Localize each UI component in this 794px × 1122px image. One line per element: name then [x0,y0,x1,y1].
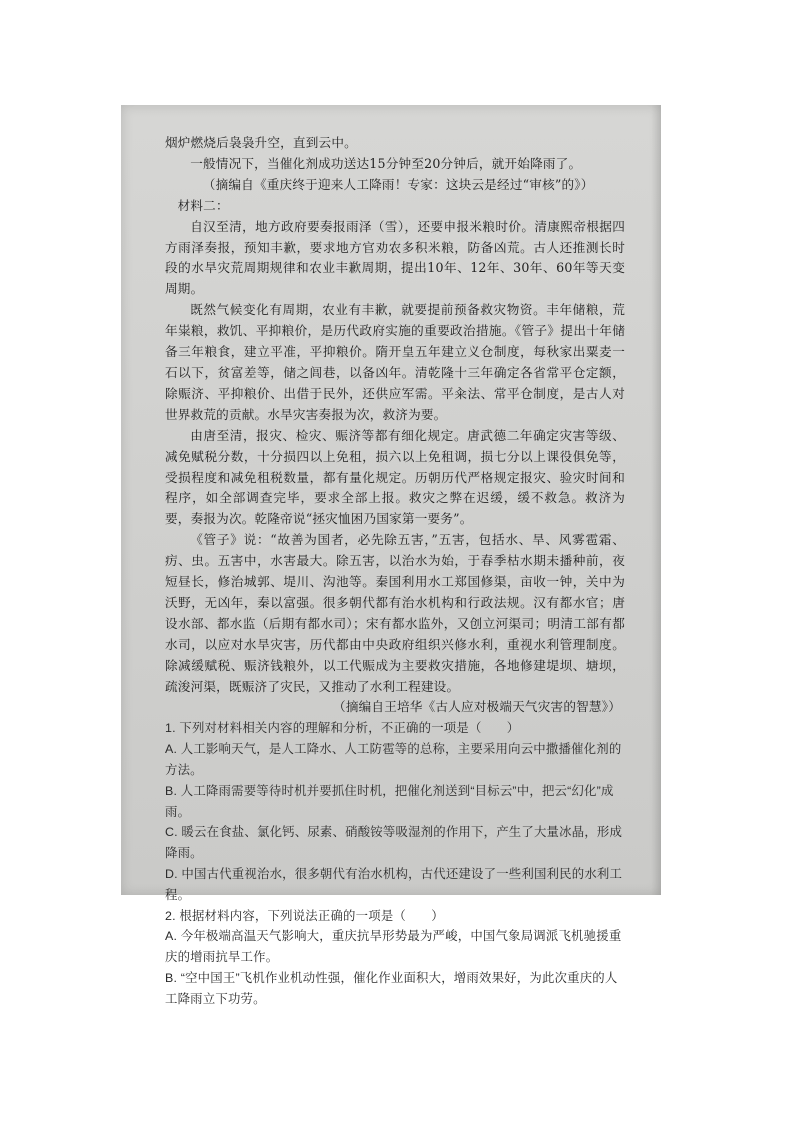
option: B. 人工降雨需要等待时机并要抓住时机，把催化剂送到“目标云”中，把云“幻化”成雨。 [165,783,614,819]
document-photo [121,105,661,1006]
question: 1. 下列对材料相关内容的理解和分析，不正确的一项是（ ） [165,721,520,736]
option: A. 今年极端高温天气影响大，重庆抗旱形势最为严峻，中国气象局调派飞机驰援重庆的增雨抗旱工作。 [165,929,622,965]
photo-edge-shadow [651,105,661,895]
document-text [165,133,625,1010]
paragraph: 自汉至清，地方政府要奏报雨泽（雪），还要申报米粮时价。清康熙帝根据四方雨泽奏报，预知丰歉，要求地方官劝农多积米粮，防备凶荒。古人还推测长时段的水旱灾荒周期规律和农业丰歉周期，提出10年、12年、30年、60年等天变周期。 [165,218,625,297]
section-heading: 材料二： [177,197,229,213]
paragraph: 既然气候变化有周期，农业有丰歉，就要提前预备救灾物资。丰年储粮，荒年粜粮，救饥、平抑粮价，是历代政府实施的重要政治措施。《管子》提出十年储备三年粮食，建立平准，平抑粮价。隋开皇五年建立义仓制度，每秋家出粟麦一石以下，贫富差等，储之闾巷，以备凶年。清乾隆十三年确定各省常平仓定额，除赈济、平抑粮价、出借于民外，还供应军需。平籴法、常平仓制度，是古人对世界救荒的贡献。水旱灾害奏报为次，救济为要。 [165,302,625,422]
option: B. “空中国王”飞机作业机动性强，催化作业面积大，增雨效果好，为此次重庆的人工降雨立下功劳。 [165,970,618,1006]
option: D. 中国古代重视治水，很多朝代有治水机构，古代还建设了一些利国利民的水利工程。 [165,866,623,902]
option: A. 人工影响天气，是人工降水、人工防雹等的总称，主要采用向云中撒播催化剂的方法。 [165,742,622,777]
source-note: （摘编自王培华《古人应对极端天气灾害的智慧》） [333,699,621,715]
source-note: （摘编自《重庆终于迎来人工降雨！专家：这块云是经过“审核”的》） [202,176,594,192]
option: C. 暖云在食盐、氯化钙、尿素、硝酸铵等吸湿剂的作用下，产生了大量冰晶，形成降雨。 [165,825,623,861]
paragraph: 《管子》说：“故善为国者，必先除五害，”五害，包括水、旱、风雾雹霜、疠、虫。五害中，水害最大。除五害，以治水为始，于春季枯水期未播种前，夜短昼长，修治城郭、堤川、沟池等。秦国利用水工郑国修渠，亩收一钟，关中为沃野，无凶年，秦以富强。很多朝代都有治水机构和行政法规。汉有都水官；唐设水部、都水监（后期有都水司）；宋有都水监外，又创立河渠司；明清工部有都水司，以应对水旱灾害，历代都由中央政府组织兴修水利，重视水利管理制度。除减缓赋税、赈济钱粮外，以工代赈成为主要救灾措施，各地修建堤坝、塘坝，疏浚河渠，既赈济了灾民，又推动了水利工程建设。 [165,532,625,694]
question: 2. 根据材料内容，下列说法正确的一项是（ ） [165,908,444,923]
text-line: 烟炉燃烧后袅袅升空，直到云中。 [165,135,357,150]
text-line: 一般情况下，当催化剂成功送达15分钟至20分钟后，就开始降雨了。 [190,155,582,171]
paragraph: 由唐至清，报灾、检灾、赈济等都有细化规定。唐武德二年确定灾害等级、减免赋税分数，十分损四以上免租，损六以上免租调，损七分以上课役俱免等，受损程度和减免租税数量，都有量化规定。历朝历代严格规定报灾、验灾时间和程序，如全部调查完毕，要求全部上报。救灾之弊在迟缓，缓不救急。救济为要，奏报为次。乾隆帝说“拯灾恤困乃国家第一要务”。 [165,427,625,527]
